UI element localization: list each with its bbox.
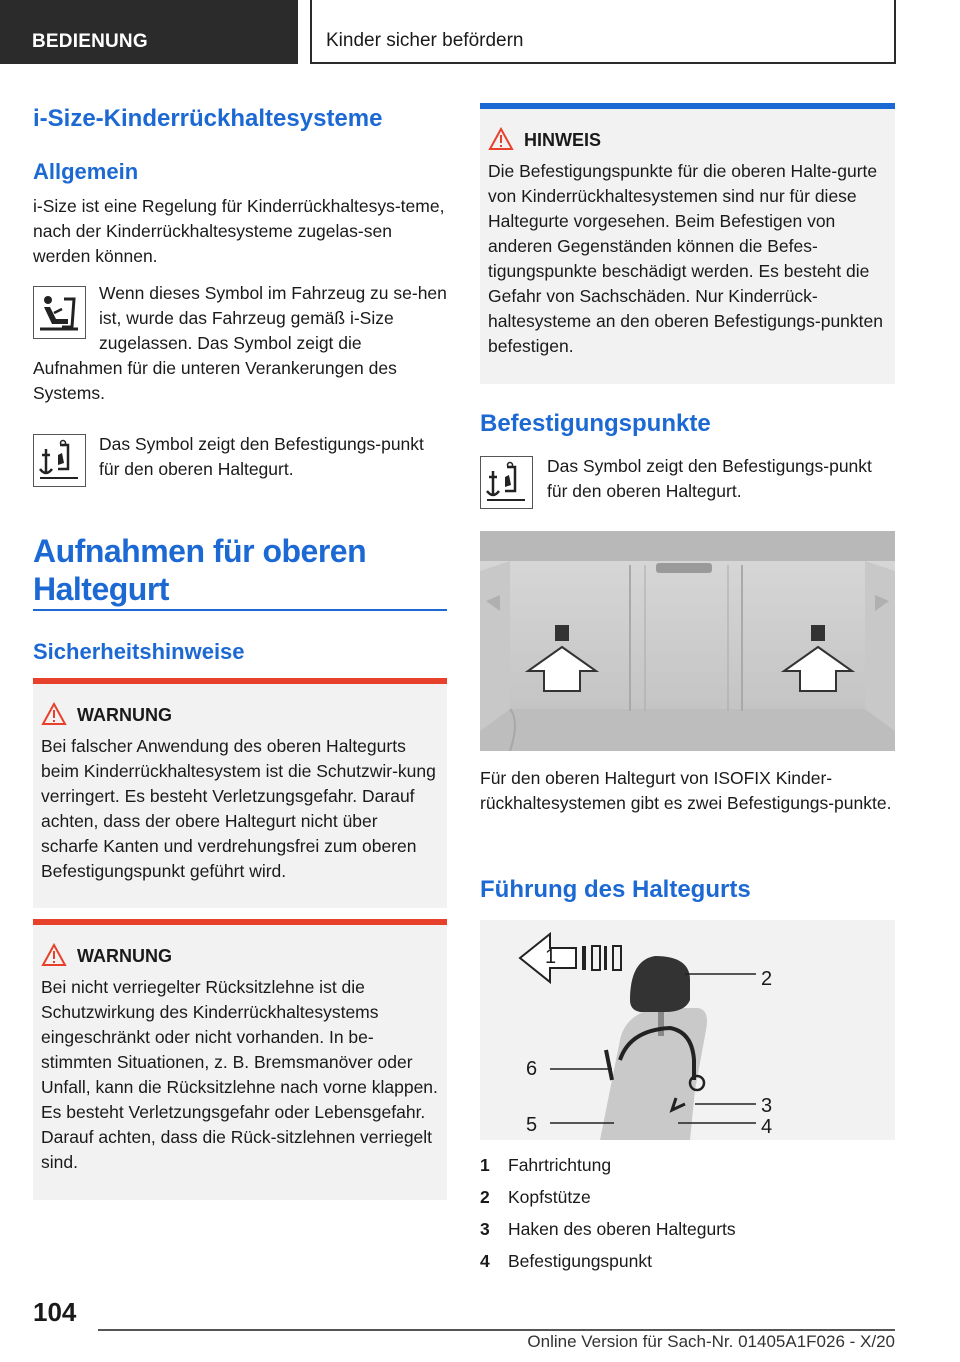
diagram-label-1: 1 — [545, 946, 557, 968]
warning-box-2 — [33, 919, 447, 1200]
legend-item: 1 Fahrtrichtung — [480, 1155, 612, 1175]
warning-title: WARNUNG — [77, 946, 172, 966]
isize-symbol-text: Wenn dieses Symbol im Fahrzeug zu se-hen ist, wurde das Fahrzeug gemäß i-Size zugelassen. Das Symbol zeigt die — [99, 283, 447, 353]
diagram-label-3: 3 — [761, 1095, 773, 1117]
hint-triangle-icon — [488, 127, 514, 158]
warning-box-1 — [33, 678, 447, 908]
strap-routing-diagram — [480, 920, 895, 1140]
warning-title: WARNUNG — [77, 705, 172, 725]
main-title: Aufnahmen für oberen Haltegurt — [33, 533, 367, 607]
legend-item: 3 Haken des oberen Haltegurts — [480, 1219, 736, 1239]
isize-title: i-Size-Kinderrückhaltesysteme — [33, 105, 383, 132]
allgemein-text: i-Size ist eine Regelung für Kinderrückhaltesys-teme, nach der Kinderrückhaltesysteme zugelas-sen werden können. — [33, 196, 445, 266]
title-underline — [33, 609, 447, 611]
warning-text: Bei falscher Anwendung des oberen Haltegurts beim Kinderrückhaltesystem ist die Schutzwir-kung verringert. Es besteht Verletzungsgefahr. Darauf achten, dass der obere Haltegurt nicht über scharfe Kanten und verdrehungsfrei zum oberen Befestigungspunkt geführt wird. — [41, 736, 436, 881]
warning-triangle-icon — [41, 702, 67, 733]
hint-title: HINWEIS — [524, 130, 602, 150]
page-number: 104 — [33, 1297, 77, 1327]
anchor-caption: Für den oberen Haltegurt von ISOFIX Kinder-rückhaltesystemen gibt es zwei Befestigungs-punkte. — [480, 768, 892, 813]
allgemein-title: Allgemein — [33, 159, 139, 184]
tether-symbol-text: Das Symbol zeigt den Befestigungs-punkt für den oberen Haltegurt. — [99, 434, 424, 479]
diagram-label-6: 6 — [526, 1058, 538, 1080]
legend-item: 4 Befestigungspunkt — [480, 1251, 652, 1271]
footer-text: Online Version für Sach-Nr. 01405A1F026 - X/20 — [527, 1332, 895, 1351]
warning-triangle-icon — [41, 943, 67, 974]
hint-box — [480, 103, 895, 384]
routing-title: Führung des Haltegurts — [480, 876, 751, 903]
safety-title: Sicherheitshinweise — [33, 639, 245, 664]
legend-item: 2 Kopfstütze — [480, 1187, 591, 1207]
anchor-title: Befestigungspunkte — [480, 410, 711, 437]
chapter-title: Kinder sicher befördern — [310, 0, 896, 64]
diagram-label-5: 5 — [526, 1114, 538, 1136]
hint-text: Die Befestigungspunkte für die oberen Halte-gurte von Kinderrückhaltesystemen sind nur für diese Haltegurte vorgesehen. Beim Befestigen von anderen Gegenständen können die Befes-tigungspunkte beschädigt werden. Es besteht die Gefahr von Sachschäden. Nur Kinderrück-haltesysteme an den oberen Befestigungs-punkten befestigen. — [488, 161, 883, 356]
anchor-symbol-text: Das Symbol zeigt den Befestigungs-punkt für den oberen Haltegurt. — [547, 456, 872, 501]
warning-text: Bei nicht verriegelter Rücksitzlehne ist die Schutzwirkung des Kinderrückhaltesystems eingeschränkt oder nicht vorhanden. In be-stimmten Situationen, z. B. Bremsmanöver oder Unfall, kann die Rücksitzlehne nach vorne klappen. Es besteht Verletzungsgefahr oder Lebensgefahr. Darauf achten, dass die Rück-sitzlehnen verriegelt sind. — [41, 977, 438, 1172]
tether-anchor-icon — [33, 434, 86, 487]
section-tab: BEDIENUNG — [0, 0, 298, 64]
diagram-label-4: 4 — [761, 1116, 773, 1138]
cargo-area-illustration — [480, 531, 895, 751]
footer-divider — [98, 1329, 895, 1331]
isize-symbol-text-cont: Aufnahmen für die unteren Verankerungen des Systems. — [33, 358, 397, 403]
isize-symbol-icon — [33, 286, 86, 339]
diagram-label-2: 2 — [761, 968, 773, 990]
tether-anchor-icon — [480, 456, 533, 509]
